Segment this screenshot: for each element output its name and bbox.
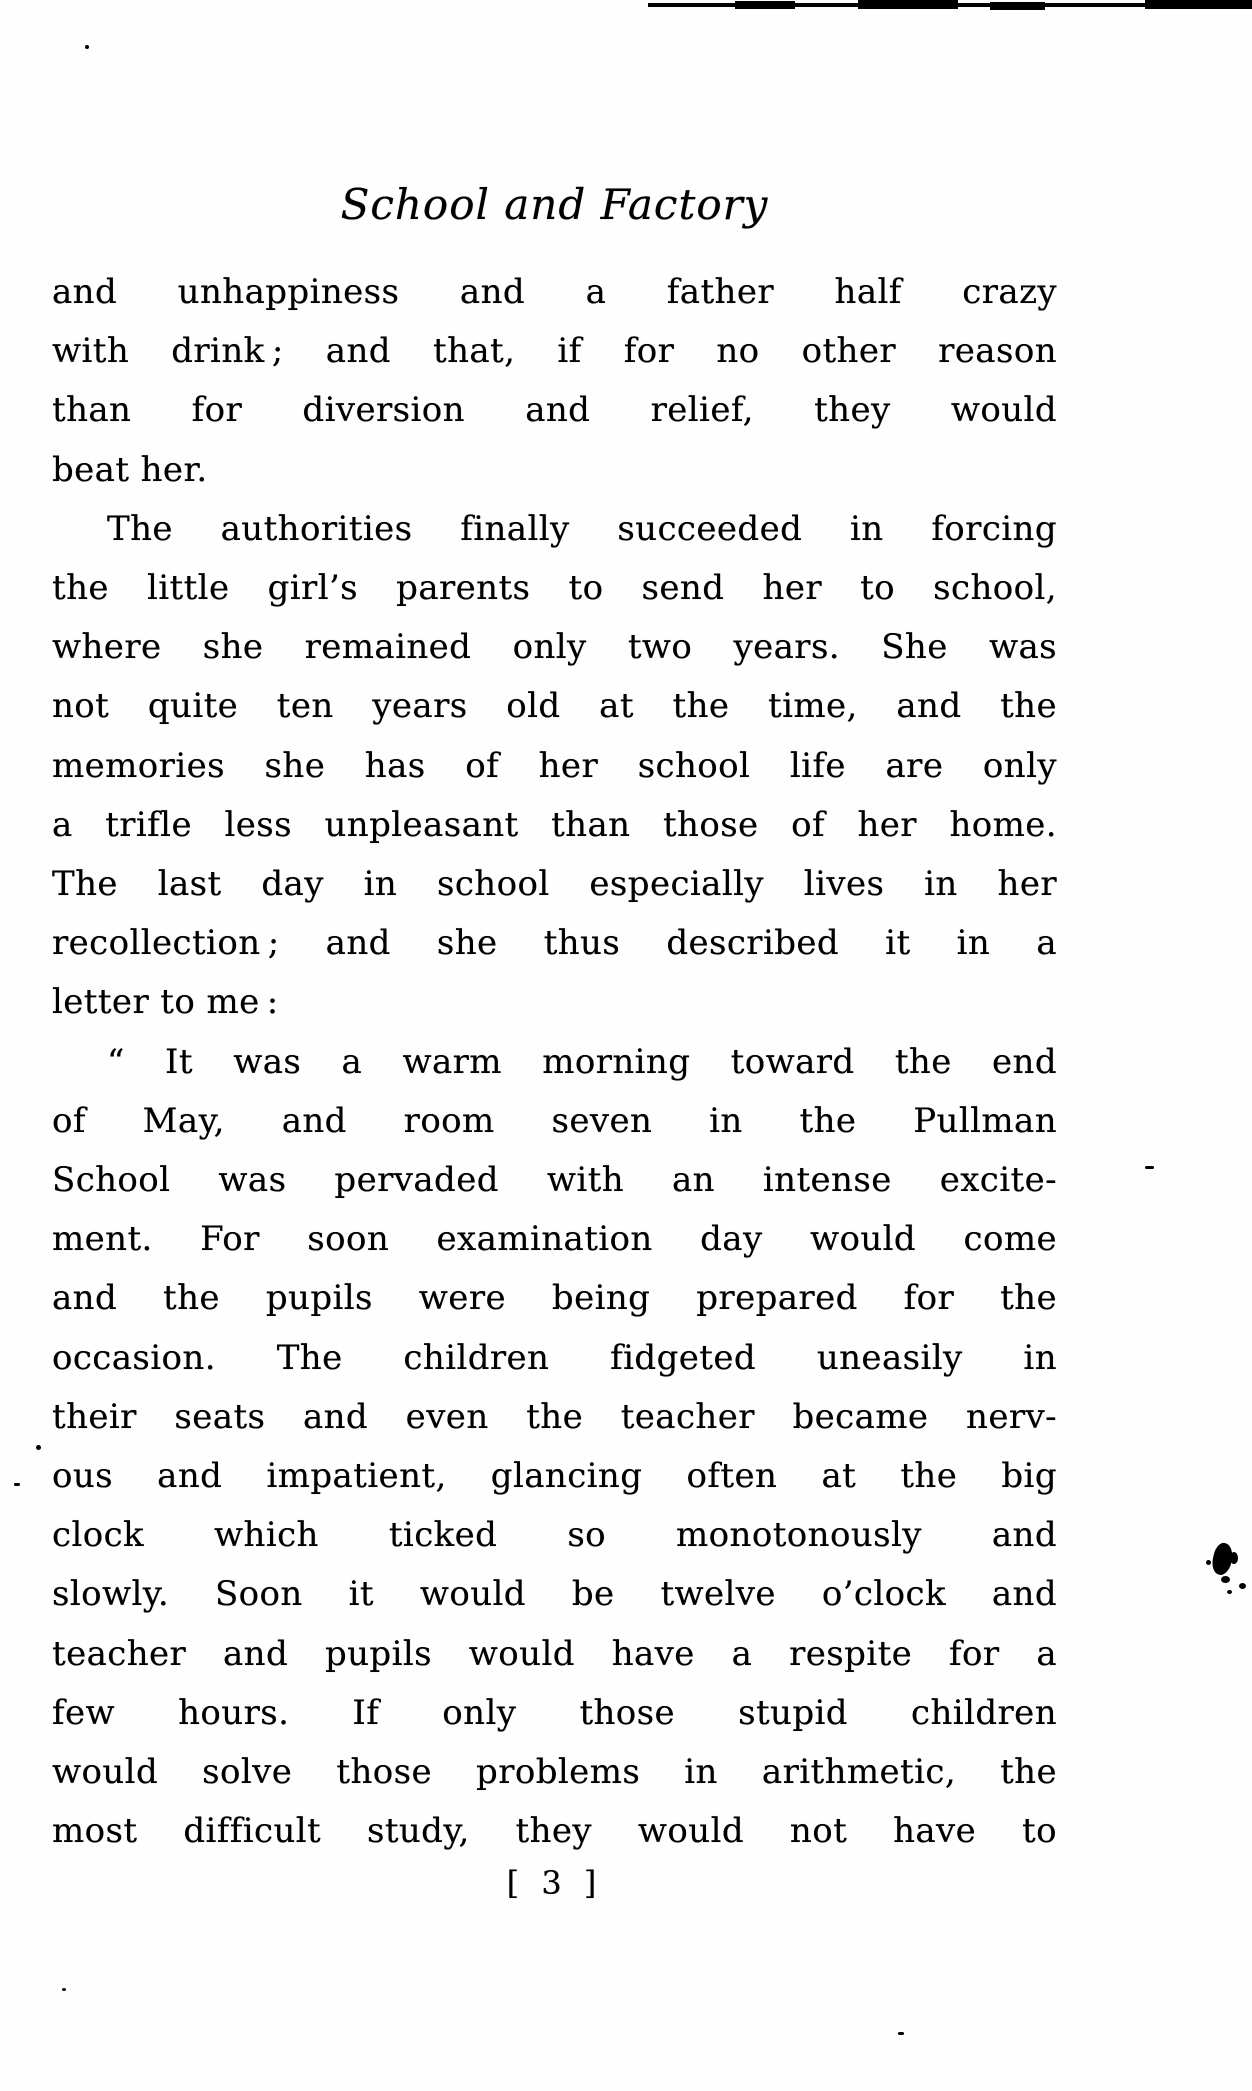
text-line: recollection ; and she thus described it in a (52, 923, 1057, 964)
text-line: not quite ten years old at the time, and the (52, 686, 1057, 727)
scan-speck (898, 2032, 904, 2035)
page-header-title: School and Factory (340, 180, 769, 229)
top-bar-segment (990, 2, 1045, 10)
ink-smudge-blob (1206, 1560, 1211, 1565)
text-line: would solve those problems in arithmetic, the (52, 1752, 1057, 1793)
scan-speck (1145, 1166, 1154, 1169)
body-text-block (52, 263, 1057, 1861)
text-line: clock which ticked so monotonously and (52, 1515, 1057, 1556)
ink-smudge-blob (1227, 1590, 1232, 1594)
text-line: of May, and room seven in the Pullman (52, 1100, 1057, 1141)
text-line: most difficult study, they would not have to (52, 1811, 1057, 1852)
ink-smudge-blob (1230, 1552, 1238, 1564)
top-bar-segment (858, 0, 958, 9)
text-line: teacher and pupils would have a respite for a (52, 1633, 1057, 1674)
text-line: “ It was a warm morning toward the end (107, 1041, 1057, 1082)
text-line: with drink ; and that, if for no other reason (52, 331, 1057, 372)
ink-smudge-blob (1239, 1583, 1246, 1589)
text-line: The authorities finally succeeded in forcing (107, 508, 1057, 549)
scan-speck (85, 45, 89, 49)
text-line: The last day in school especially lives in her (52, 864, 1057, 905)
text-line: than for diversion and relief, they would (52, 390, 1057, 431)
scan-speck (36, 1445, 41, 1450)
text-line: their seats and even the teacher became nerv- (52, 1396, 1057, 1437)
text-line: few hours. If only those stupid children (52, 1692, 1057, 1733)
text-line: occasion. The children fidgeted uneasily in (52, 1337, 1057, 1378)
text-line: where she remained only two years. She was (52, 627, 1057, 668)
scan-speck (14, 1483, 20, 1486)
page-number: [ 3 ] (506, 1864, 603, 1902)
text-line: the little girl’s parents to send her to school, (52, 568, 1057, 609)
text-line: School was pervaded with an intense excite- (52, 1160, 1057, 1201)
text-line: slowly. Soon it would be twelve o’clock and (52, 1574, 1057, 1615)
ink-smudge-blob (1221, 1576, 1230, 1583)
text-line: letter to me : (52, 982, 279, 1023)
text-line: beat her. (52, 449, 208, 490)
top-bar-segment (1145, 0, 1252, 9)
scan-speck (62, 1988, 66, 1991)
text-line: and the pupils were being prepared for the (52, 1278, 1057, 1319)
text-line: ous and impatient, glancing often at the big (52, 1456, 1057, 1497)
text-line: ment. For soon examination day would come (52, 1219, 1057, 1260)
text-line: memories she has of her school life are only (52, 745, 1057, 786)
text-line: a trifle less unpleasant than those of her home. (52, 804, 1057, 845)
top-bar-segment (735, 1, 795, 9)
text-line: and unhappiness and a father half crazy (52, 272, 1057, 312)
